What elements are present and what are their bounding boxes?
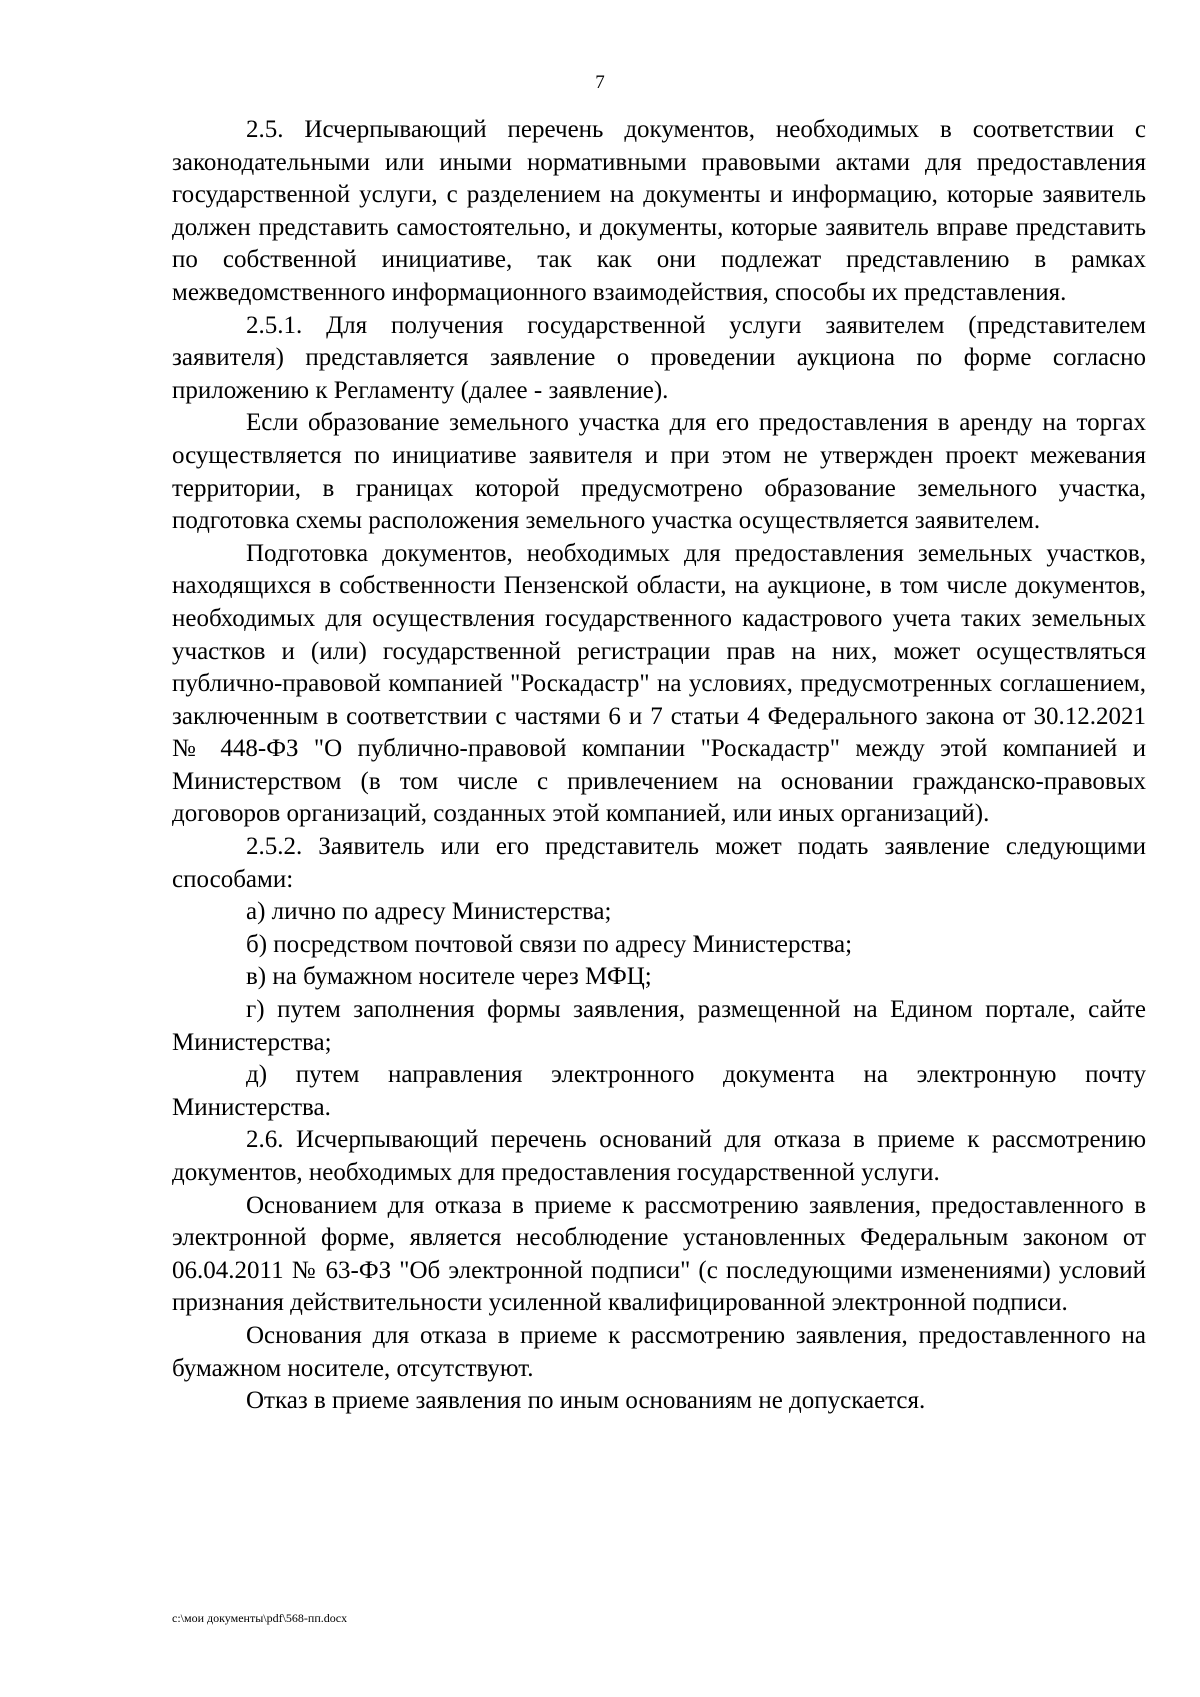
list-item-a: а) лично по адресу Министерства; [246, 898, 612, 926]
paragraph-land-plot-formation: Если образование земельного участка для его предоставления в аренду на торгах осуществляется по инициативе заявителя и при этом не утвержден проект межевания территории, в границах которой предусмотрено образование земельного участка, подготовка схемы расположения земельного участка осуществляется заявителем. [172, 409, 1146, 535]
paragraph-roskadastr: Подготовка документов, необходимых для предоставления земельных участков, находящихся в собственности Пензенской области, на аукционе, в том числе документов, необходимых для осуществления государственного кадастрового учета таких земельных участков и (или) государственной регистрации прав на них, может осуществляться публично-правовой компанией "Роскадастр" на условиях, предусмотренных соглашением, заключенным в соответствии с частями 6 и 7 статьи 4 Федерального закона от 30.12.2021 № 448-ФЗ "О публично-правовой компании "Роскадастр" между этой компанией и Министерством (в том числе с привлечением на основании гражданско-правовых договоров организаций, созданных этой компанией, или иных организаций). [172, 539, 1146, 828]
footer-file-path: c:\мои документы\pdf\568-пп.docx [172, 1611, 348, 1625]
paragraph-other-grounds: Отказ в приеме заявления по иным основаниям не допускается. [246, 1387, 926, 1415]
list-item-v: в) на бумажном носителе через МФЦ; [246, 963, 652, 991]
document-body [172, 114, 1146, 1418]
list-item-b: б) посредством почтовой связи по адресу Министерства; [246, 930, 853, 958]
paragraph-2-5: 2.5. Исчерпывающий перечень документов, необходимых в соответствии с законодательными или иными нормативными правовыми актами для предоставления государственной услуги, с разделением на документы и информацию, которые заявитель должен представить самостоятельно, и документы, которые заявитель вправе представить по собственной инициативе, так как они подлежат представлению в рамках межведомственного информационного взаимодействия, способы их представления. [172, 116, 1146, 306]
paragraph-2-5-2: 2.5.2. Заявитель или его представитель может подать заявление следующими способами: [172, 833, 1146, 893]
paragraph-electronic-refusal: Основанием для отказа в приеме к рассмотрению заявления, предоставленного в электронной форме, является несоблюдение установленных Федеральным законом от 06.04.2011 № 63-ФЗ "Об электронной подписи" (с последующими изменениями) условий признания действительности усиленной квалифицированной электронной подписи. [172, 1191, 1146, 1317]
paragraph-2-5-1: 2.5.1. Для получения государственной услуги заявителем (представителем заявителя) представляется заявление о проведении аукциона по форме согласно приложению к Регламенту (далее - заявление). [172, 311, 1146, 404]
list-item-d: д) путем направления электронного документа на электронную почту Министерства. [172, 1061, 1146, 1121]
list-item-g: г) путем заполнения формы заявления, размещенной на Едином портале, сайте Министерства; [172, 996, 1146, 1056]
paragraph-2-6: 2.6. Исчерпывающий перечень оснований для отказа в приеме к рассмотрению документов, необходимых для предоставления государственной услуги. [172, 1126, 1146, 1186]
page-number: 7 [595, 72, 605, 93]
paragraph-paper-refusal: Основания для отказа в приеме к рассмотрению заявления, предоставленного на бумажном носителе, отсутствуют. [172, 1321, 1146, 1382]
